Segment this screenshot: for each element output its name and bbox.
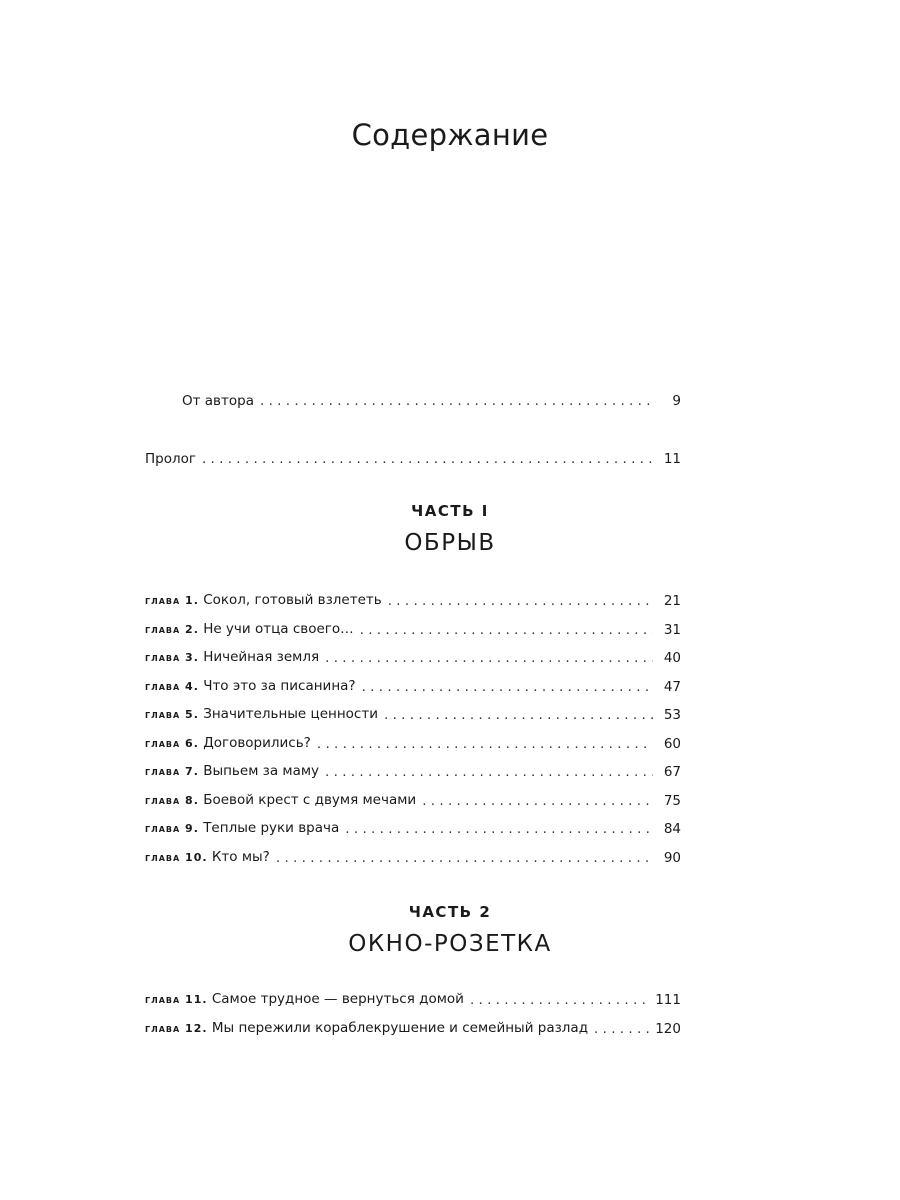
toc-page-number: 90 [663, 850, 681, 866]
toc-entry-chapter[interactable] [145, 674, 681, 696]
toc-entry-prologue[interactable] [145, 446, 681, 468]
toc-entry-chapter[interactable] [145, 645, 681, 667]
dot-leader [422, 792, 653, 810]
chapter-title: Кто мы? [211, 849, 270, 865]
toc-entry-chapter[interactable] [145, 845, 681, 867]
toc-page-number: 60 [663, 736, 681, 752]
toc-entry-chapter[interactable] [145, 788, 681, 810]
chapter-number: глава 7. [145, 765, 199, 778]
page-title: Содержание [351, 118, 549, 152]
chapter-title: Не учи отца своего… [203, 621, 354, 637]
chapter-title: Боевой крест с двумя мечами [203, 792, 417, 808]
toc-entry-chapter[interactable] [145, 731, 681, 753]
chapter-number: глава 2. [145, 623, 199, 636]
chapter-number: глава 5. [145, 708, 199, 721]
chapter-number: глава 11. [145, 993, 208, 1006]
toc-page-number: 75 [663, 793, 681, 809]
toc-page-number: 120 [655, 1021, 681, 1037]
dot-leader [384, 706, 653, 724]
chapter-number: глава 4. [145, 680, 199, 693]
chapter-title: Выпьем за маму [203, 763, 320, 779]
chapter-title: Ничейная земля [203, 649, 320, 665]
dot-leader [388, 592, 653, 610]
toc-page-number: 31 [663, 622, 681, 638]
toc-page-number: 53 [663, 707, 681, 723]
dot-leader [325, 649, 653, 667]
toc-page-number: 47 [663, 679, 681, 695]
chapter-number: глава 3. [145, 651, 199, 664]
chapter-number: глава 12. [145, 1022, 208, 1035]
chapter-title: Мы пережили кораблекрушение и семейный разлад [211, 1020, 589, 1036]
dot-leader [470, 991, 649, 1009]
toc-entry-chapter[interactable] [145, 759, 681, 781]
dot-leader [202, 450, 653, 468]
toc-page-number: 21 [663, 593, 681, 609]
dot-leader [594, 1020, 649, 1038]
toc-entry-chapter[interactable] [145, 617, 681, 639]
chapter-title: Самое трудное — вернуться домой [211, 991, 464, 1007]
toc-entry-chapter[interactable] [145, 702, 681, 724]
part-label: ЧАСТЬ I [411, 502, 489, 520]
toc-entry-chapter[interactable] [145, 987, 681, 1009]
dot-leader [260, 392, 653, 410]
chapter-number: глава 9. [145, 822, 199, 835]
toc-page-number: 111 [655, 992, 681, 1008]
chapter-title: Сокол, готовый взлететь [203, 592, 382, 608]
toc-page-number: 67 [663, 764, 681, 780]
part-title: ОКНО-РОЗЕТКА [348, 931, 552, 957]
toc-entry-label: От автора [182, 393, 254, 409]
chapter-title: Договорились? [203, 735, 311, 751]
dot-leader [317, 735, 653, 753]
part-title: ОБРЫВ [404, 530, 496, 556]
toc-page-number: 40 [663, 650, 681, 666]
toc-page-number: 84 [663, 821, 681, 837]
dot-leader [276, 849, 653, 867]
chapter-title: Что это за писанина? [203, 678, 356, 694]
dot-leader [362, 678, 653, 696]
chapter-number: глава 10. [145, 851, 208, 864]
dot-leader [360, 621, 653, 639]
toc-entry-chapter[interactable] [145, 588, 681, 610]
toc-entry-label: Пролог [145, 451, 196, 467]
toc-entry-chapter[interactable] [145, 816, 681, 838]
chapter-number: глава 6. [145, 737, 199, 750]
chapter-title: Теплые руки врача [203, 820, 340, 836]
toc-entry-chapter[interactable] [145, 1016, 681, 1038]
chapter-title: Значительные ценности [203, 706, 378, 722]
toc-entry-author-note[interactable] [182, 388, 681, 410]
dot-leader [345, 820, 653, 838]
toc-page-number: 11 [663, 451, 681, 467]
part-label: ЧАСТЬ 2 [408, 903, 492, 921]
chapter-number: глава 8. [145, 794, 199, 807]
dot-leader [325, 763, 653, 781]
chapter-number: глава 1. [145, 594, 199, 607]
toc-page-number: 9 [672, 393, 681, 409]
